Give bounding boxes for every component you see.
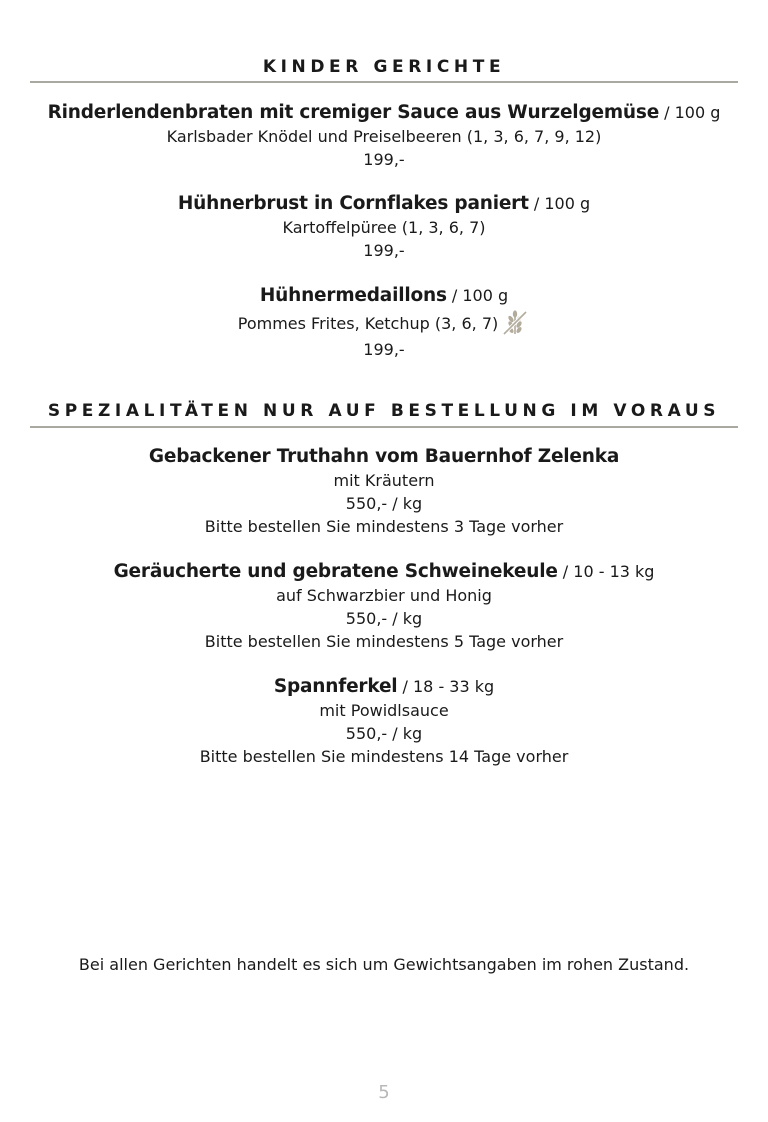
dish-name: Hühnermedaillons <box>259 285 447 306</box>
menu-item-heading <box>0 284 768 308</box>
dish-price: 550,- / kg <box>345 724 423 743</box>
menu-item-heading <box>0 101 768 125</box>
dish-price: 199,- <box>363 241 405 260</box>
weight-footnote: Bei allen Gerichten handelt es sich um Gewichtsangaben im rohen Zustand. <box>78 955 690 974</box>
dish-description: mit Powidlsauce <box>319 701 449 720</box>
dish-weight: / 100 g <box>446 286 509 305</box>
section-title-kinder-gerichte: KINDER GERICHTE <box>262 57 506 77</box>
dish-description: Kartoffelpüree (1, 3, 6, 7) <box>282 218 486 237</box>
dish-description: Pommes Frites, Ketchup (3, 6, 7) <box>237 314 499 333</box>
dish-name: Spannferkel <box>273 676 398 697</box>
order-note: Bitte bestellen Sie mindestens 14 Tage vorher <box>199 747 569 766</box>
dish-price: 199,- <box>363 340 405 359</box>
dish-name: Geräucherte und gebratene Schweinekeule <box>113 561 558 582</box>
dish-description: auf Schwarzbier und Honig <box>276 586 492 605</box>
menu-item-schweinekeule <box>0 560 768 653</box>
order-note: Bitte bestellen Sie mindestens 3 Tage vorher <box>204 517 564 536</box>
menu-item-rinderlendenbraten <box>0 101 768 171</box>
dish-price: 550,- / kg <box>345 609 423 628</box>
dish-description-row <box>0 308 768 338</box>
dish-weight: / 100 g <box>528 194 591 213</box>
section-divider <box>30 81 738 83</box>
menu-item-heading <box>0 445 768 469</box>
section-divider <box>30 426 738 428</box>
menu-item-heading <box>0 192 768 216</box>
dish-name: Rinderlendenbraten mit cremiger Sauce aus Wurzelgemüse <box>47 102 660 123</box>
dish-price: 199,- <box>363 150 405 169</box>
gluten-free-icon <box>500 308 530 338</box>
order-note: Bitte bestellen Sie mindestens 5 Tage vorher <box>204 632 564 651</box>
menu-item-heading <box>0 675 768 699</box>
menu-item-heading <box>0 560 768 584</box>
menu-item-spannferkel <box>0 675 768 768</box>
menu-item-huehnermedaillons <box>0 284 768 361</box>
dish-name: Hühnerbrust in Cornflakes paniert <box>177 193 529 214</box>
menu-item-huehnerbrust <box>0 192 768 262</box>
dish-price: 550,- / kg <box>345 494 423 513</box>
dish-weight: / 10 - 13 kg <box>557 562 655 581</box>
page-number: 5 <box>378 1082 390 1103</box>
dish-description: Karlsbader Knödel und Preiselbeeren (1, 3, 6, 7, 9, 12) <box>166 127 602 146</box>
dish-description: mit Kräutern <box>333 471 435 490</box>
section-title-spezialitaeten: SPEZIALITÄTEN NUR AUF BESTELLUNG IM VORAUS <box>47 401 721 421</box>
dish-weight: / 18 - 33 kg <box>397 677 495 696</box>
dish-name: Gebackener Truthahn vom Bauernhof Zelenka <box>148 446 620 467</box>
menu-item-truthahn <box>0 445 768 538</box>
dish-weight: / 100 g <box>659 103 721 122</box>
